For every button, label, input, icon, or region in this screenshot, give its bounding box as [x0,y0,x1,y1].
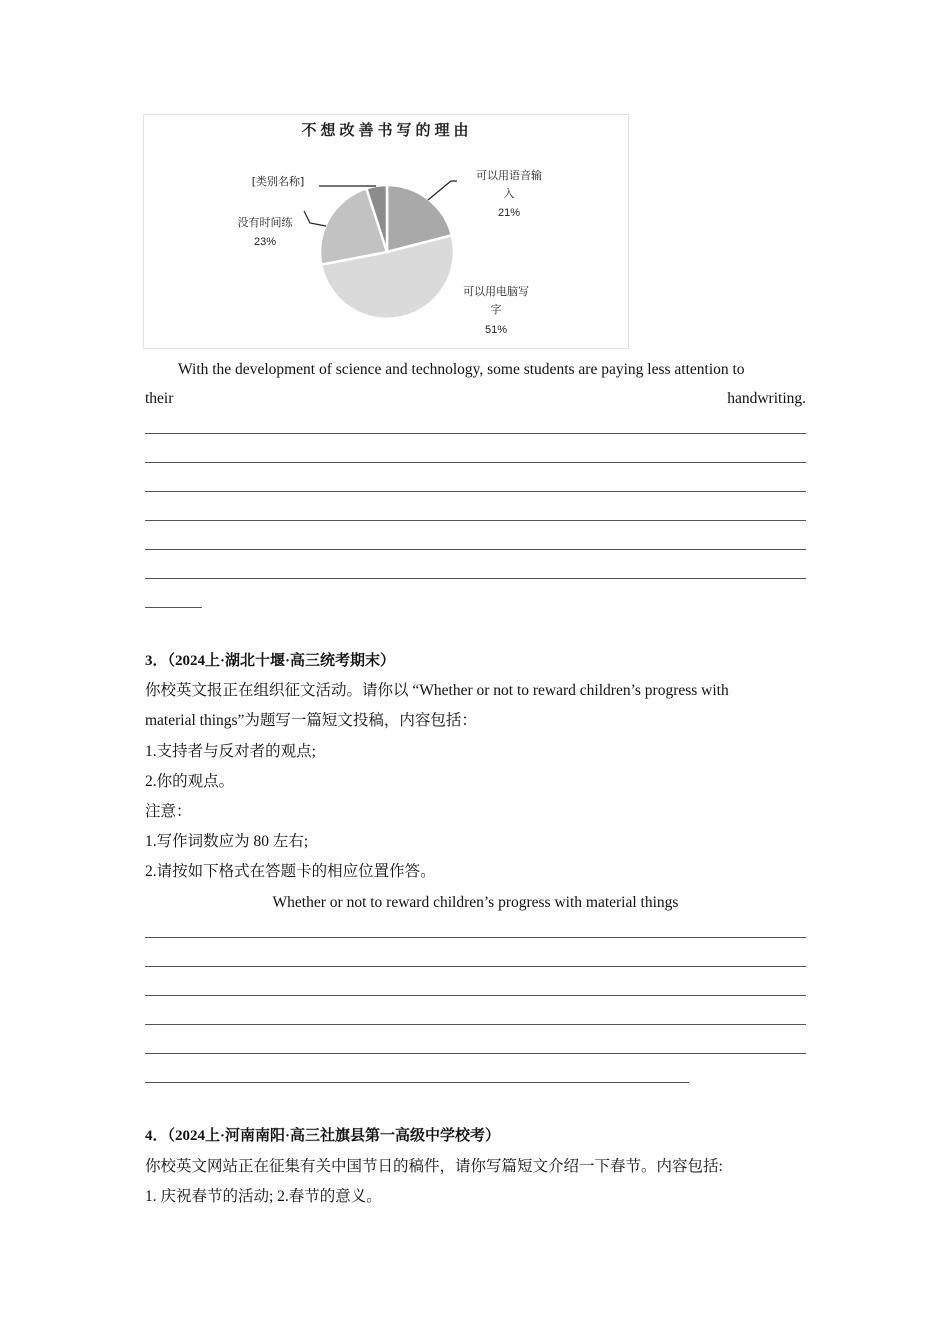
answer-line[interactable] [145,995,806,996]
label-computer-writing-line2: 字 [490,303,502,316]
question-3-item-1: 1.支持者与反对者的观点; [145,743,316,760]
label-no-time-line1: 没有时间练 [237,216,293,229]
question-3-notes-label: 注意： [145,803,192,820]
pie-chart-figure [143,114,629,349]
chart-title: 不想改善书写的理由 [301,121,473,139]
answer-line[interactable] [145,966,806,967]
answer-line[interactable] [145,1024,806,1025]
question-3-item-2: 2.你的观点。 [145,773,235,790]
label-no-time-pct: 23% [253,236,277,248]
pie-slices [320,185,454,319]
answer-line[interactable] [145,462,806,463]
answer-line-short[interactable] [145,607,202,608]
question-4-prompt-line-1: 你校英文网站正在征集有关中国节日的稿件，请你写篇短文介绍一下春节。内容包括: [145,1158,723,1175]
answer-line[interactable] [145,937,806,938]
question-3-prompt-line-1: 你校英文报正在组织征文活动。请你以 “Whether or not to reward children’s progress with [145,682,729,699]
answer-line[interactable] [145,549,806,550]
question-3-note-2: 2.请按如下格式在答题卡的相应位置作答。 [145,863,436,880]
answer-line[interactable] [145,578,806,579]
question-3-essay-title: Whether or not to reward children’s progress with material things [272,894,679,911]
answer-line[interactable] [145,1053,806,1054]
label-category-name: [类别名称] [251,175,305,188]
answer-line-partial[interactable] [145,1082,689,1083]
question-3-prompt-line-2: material things”为题写一篇短文投稿，内容包括： [145,712,477,729]
label-voice-input-line2: 入 [503,187,515,200]
answer-line[interactable] [145,433,806,434]
question-4-prompt-line-2: 1. 庆祝春节的活动; 2.春节的意义。 [145,1188,382,1205]
passage-line-1: With the development of science and technology, some students are paying less attention to [178,361,745,378]
label-computer-writing-pct: 51% [484,324,508,336]
passage-line-2-left: their [145,390,174,407]
question-4-heading: 4．（2024上·河南南阳·高三社旗县第一高级中学校考） [145,1128,501,1144]
answer-line[interactable] [145,491,806,492]
question-3-heading: 3．（2024上·湖北十堰·高三统考期末） [145,653,396,669]
passage-line-2-right: handwriting. [727,390,806,407]
label-voice-input-line1: 可以用语音输 [476,169,542,182]
answer-line[interactable] [145,520,806,521]
label-voice-input-pct: 21% [497,207,521,219]
label-computer-writing-line1: 可以用电脑写 [463,285,529,298]
question-3-note-1: 1.写作词数应为 80 左右; [145,833,309,850]
passage-line-2 [145,389,806,409]
pie-chart-svg [144,115,630,350]
